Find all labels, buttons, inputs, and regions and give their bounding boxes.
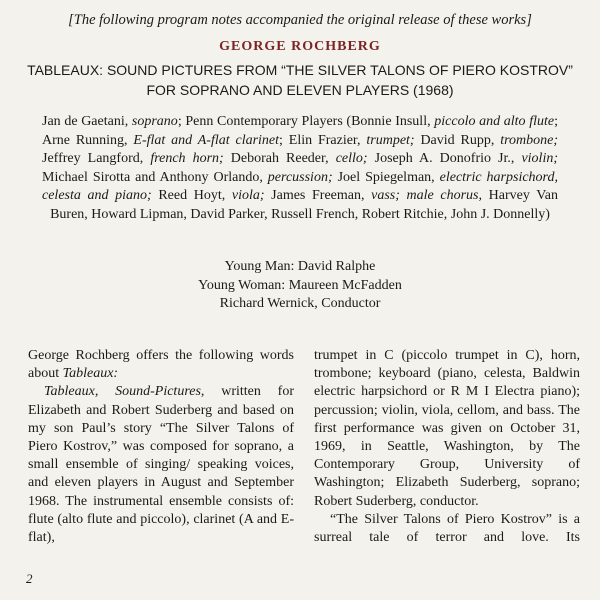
text-run: ; Arne Running, — [42, 114, 558, 148]
text-run: David Rupp, — [414, 132, 501, 148]
italic-text: violin; — [521, 151, 558, 167]
italic-text: trumpet; — [366, 132, 415, 148]
notes-column-right — [314, 347, 580, 547]
italic-text: soprano — [131, 114, 178, 129]
page-number: 2 — [26, 571, 33, 586]
conductor-credit: Richard Wernick, Conductor — [219, 296, 381, 311]
performer-credits-paragraph — [42, 113, 558, 225]
text-run: ; Elin Frazier, — [279, 132, 367, 148]
italic-text: trombone; — [500, 132, 558, 148]
text-run: Joel Spiegelman, — [332, 169, 440, 185]
work-title — [0, 60, 600, 100]
work-title-line-2: FOR SOPRANO AND ELEVEN PLAYERS (1968) — [146, 82, 454, 98]
text-run: George Rochberg offers the following words about — [28, 348, 294, 382]
text-run: trumpet in C (piccolo trumpet in C), horn, trombone; keyboard (piano, celesta, Baldwin electric harpsichord or R M I Electra piano); percussion; violin, viola, cellom, and bass. The first performance was given on October 31, 1969, in Seattle, Washington, by The Contemporary Group, University of Washington; Elizabeth Suderberg, soprano; Robert Suderberg, conductor. — [314, 348, 580, 509]
italic-text: Tableaux: — [62, 366, 119, 382]
notes-column-left — [28, 347, 294, 547]
text-run: written for Elizabeth and Robert Suderberg and based on my son Paul’s story “The Silver Talons of Piero Kostrov,” was composed for soprano, a small ensemble of singing/ speaking voices, and eleven players in August and September 1968. The instrumental ensemble consists of: flute (alto flute and piccolo), clarinet (A and E-flat), — [28, 384, 294, 546]
text-run: Deborah Reeder, — [223, 151, 336, 167]
text-run: ; Penn Contemporary Players (Bonnie Insull, — [177, 114, 435, 129]
notes-paragraph — [28, 347, 294, 383]
role-young-woman: Young Woman: Maureen McFadden — [198, 277, 402, 293]
text-run: Michael Sirotta and Anthony Orlando, — [42, 169, 268, 185]
notes-paragraph — [314, 347, 580, 511]
italic-text: percussion; — [267, 169, 333, 185]
role-young-man: Young Man: David Ralphe — [224, 259, 376, 274]
italic-text: E-flat and A-flat clarinet — [133, 132, 280, 148]
italic-text: Tableaux, Sound-Pictures, — [44, 384, 205, 400]
text-run: James Freeman, — [264, 188, 372, 204]
text-run: Reed Hoyt, — [151, 188, 232, 204]
notes-paragraph — [28, 383, 294, 547]
italic-text: electric harpsichord, celesta and piano; — [42, 169, 558, 204]
italic-text: viola; — [231, 188, 265, 204]
text-run: Jan de Gaetani, — [42, 114, 132, 129]
vocal-roles — [0, 258, 600, 314]
text-run: Jeffrey Langford, — [42, 151, 151, 167]
performer-credits — [42, 113, 558, 225]
notes-paragraph — [314, 511, 580, 547]
italic-text: french horn; — [150, 151, 224, 167]
work-title-line-1: TABLEAUX: SOUND PICTURES FROM “THE SILVER TALONS OF PIERO KOSTROV” — [27, 62, 573, 78]
text-run: Harvey Van Buren, Howard Lipman, David Parker, Russell French, Robert Ritchie, John J. Donnelly) — [50, 188, 559, 222]
text-run: Joseph A. Donofrio Jr., — [367, 151, 522, 167]
italic-text: cello; — [335, 151, 368, 167]
italic-text: vass; male chorus, — [371, 188, 483, 204]
italic-text: piccolo and alto flute — [434, 114, 555, 129]
composer-name: GEORGE ROCHBERG — [219, 39, 381, 54]
text-run: “The Silver Talons of Piero Kostrov” is a surreal tale of terror and love. Its — [314, 511, 580, 546]
program-notes-intro: [The following program notes accompanied the original release of these works] — [68, 12, 532, 28]
